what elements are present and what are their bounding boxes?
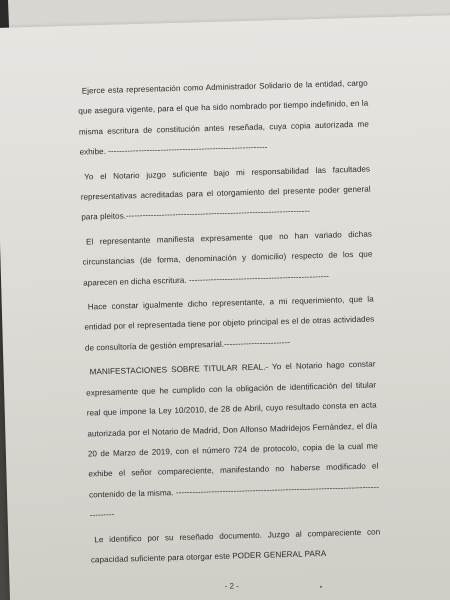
paragraph-identification: Le identifico por su reseñado documento. Juzgo al compareciente con capacidad suficiente para otorgar este PODER GENERAL PARA bbox=[90, 526, 381, 565]
paragraph-beneficial-owner: MANIFESTACIONES SOBRE TITULAR REAL.- Yo el Notario hago constar expresamente que he cumplido con la obligación de identificación del titular real que impone la Ley 10/2010, de 28 de Abril, cuyo resultado consta en acta autorizada por el Notario de Madrid, Don Alfonso Madridejos Fernández, el día 20 de Marzo de 2019, con el número 724 de protocolo, copia de la cual me exhibe el señor compareciente, manifestando no haberse modificado el contenido de la misma. ----------------------------------------------------------------------------------- bbox=[86, 359, 380, 520]
corner-mark: • bbox=[319, 584, 323, 592]
document-page bbox=[0, 15, 450, 600]
paragraph-company-object: Hace constar igualmente dicho representante, a mi requerimiento, que la entidad por el representada tiene por objeto principal es el de otras actividades de consultoría de gestión empresarial.------------------------ bbox=[84, 294, 375, 353]
paragraph-representation: Ejerce esta representación como Administrador Solidario de la entidad, cargo que asegura vigente, para el que ha sido nombrado por tiempo indefinido, en la misma escritura de constitución antes reseñada, cuya copia autorizada me exhibe. ---------------------------------------------------------- bbox=[78, 78, 369, 157]
paragraph-notary-judgment: Yo el Notario juzgo suficiente bajo mi responsabilidad las facultades representativas acreditadas para el otorgamiento del presente poder general para pleitos.------------------------------------------------------------------- bbox=[80, 164, 371, 223]
paragraph-circumstances: El representante manifiesta expresamente que no han variado dichas circunstancias (de forma, denominación y domicilio) respecto de los que aparecen en dicha escritura. --------------------------------------------------- bbox=[82, 229, 373, 288]
document-body bbox=[78, 74, 382, 575]
page-number: - 2 - bbox=[224, 581, 240, 591]
